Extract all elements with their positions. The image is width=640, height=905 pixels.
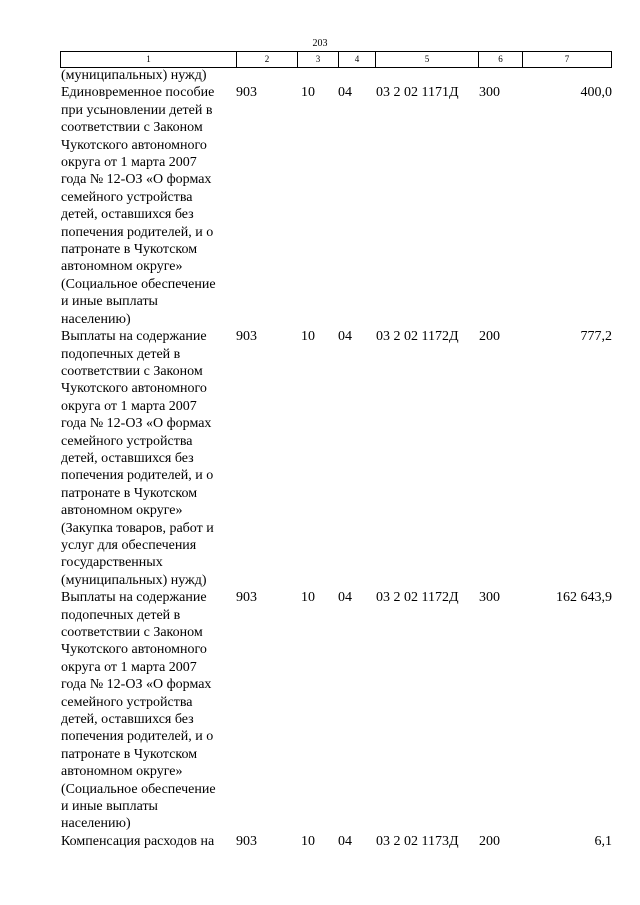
row-target-code: 03 2 02 1173Д (376, 833, 459, 849)
row-section-code: 10 (301, 329, 315, 345)
row-expense-kind: 200 (479, 329, 500, 345)
column-number-5: 5 (376, 52, 479, 68)
row-subsection-code: 04 (338, 590, 352, 606)
row-chapter-code: 903 (236, 833, 257, 849)
row-target-code: 03 2 02 1172Д (376, 329, 459, 345)
row-amount: 6,1 (594, 833, 612, 849)
column-number-4: 4 (339, 52, 376, 68)
row-amount: 777,2 (580, 329, 612, 345)
row-expense-kind: 300 (479, 85, 500, 101)
column-number-2: 2 (237, 52, 298, 68)
row-section-code: 10 (301, 85, 315, 101)
budget-table-body (0, 67, 640, 850)
table-row (0, 67, 640, 84)
row-expense-kind: 300 (479, 590, 500, 606)
row-chapter-code: 903 (236, 329, 257, 345)
row-target-code: 03 2 02 1172Д (376, 590, 459, 606)
row-subsection-code: 04 (338, 85, 352, 101)
table-row (0, 328, 640, 589)
row-section-code: 10 (301, 833, 315, 849)
row-description: (муниципальных) нужд) (61, 68, 207, 83)
row-description: Компенсация расходов на (61, 833, 215, 849)
column-number-header (60, 51, 612, 68)
row-chapter-code: 903 (236, 85, 257, 101)
column-number-6: 6 (479, 52, 523, 68)
row-description: Выплаты на содержание подопечных детей в соответствии с Законом Чукотского автономного округа от 1 марта 2007 года № 12-ОЗ «О формах семейного устройства детей, оставшихся без попечения родителей, и о патронате в Чукотском автономном округе» (Социальное обеспечение и иные выплаты населению) (61, 590, 216, 832)
row-description: Выплаты на содержание подопечных детей в соответствии с Законом Чукотского автономного округа от 1 марта 2007 года № 12-ОЗ «О формах семейного устройства детей, оставшихся без попечения родителей, и о патронате в Чукотском автономном округе» (Закупка товаров, работ и услуг для обеспечения государственных (муниципальных) нужд) (61, 329, 214, 588)
row-section-code: 10 (301, 590, 315, 606)
table-row (0, 589, 640, 833)
row-chapter-code: 903 (236, 590, 257, 606)
column-number-7: 7 (523, 52, 612, 68)
table-row (0, 84, 640, 328)
row-description: Единовременное пособие при усыновлении детей в соответствии с Законом Чукотского автономного округа от 1 марта 2007 года № 12-ОЗ «О формах семейного устройства детей, оставшихся без попечения родителей, и о патронате в Чукотском автономном округе» (Социальное обеспечение и иные выплаты населению) (61, 85, 216, 327)
row-subsection-code: 04 (338, 833, 352, 849)
page-number: 203 (312, 38, 328, 49)
column-number-3: 3 (298, 52, 339, 68)
row-target-code: 03 2 02 1171Д (376, 85, 459, 101)
row-subsection-code: 04 (338, 329, 352, 345)
row-amount: 162 643,9 (556, 590, 612, 606)
column-number-1: 1 (61, 52, 237, 68)
row-amount: 400,0 (580, 85, 612, 101)
row-expense-kind: 200 (479, 833, 500, 849)
table-row (0, 833, 640, 850)
